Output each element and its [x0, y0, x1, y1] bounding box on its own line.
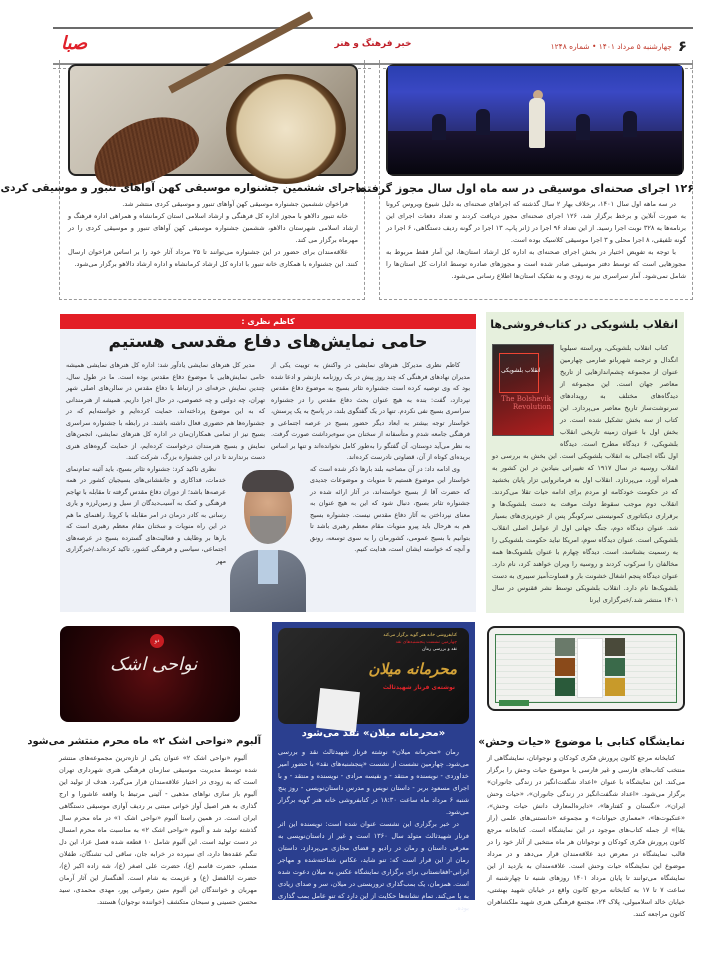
cover-title-fa: انقلاب بلشویکی: [501, 367, 541, 374]
body-navahi: [59, 752, 257, 962]
paragraph: فراخوان ششمین جشنواره موسیقی کهن آواهای تنبور و موسیقی کردی منتشر شد.: [122, 200, 348, 208]
paragraph: آلبوم «نواحی اشک ۲» عنوان یکی از تازه‌ترین مجموعه‌های منتشر شده توسط مدیریت موسیقی سازمان فرهنگی هنری شهرداری تهران است که به زودی در اختیار علاقه‌مندان قرار می‌گیرد. هدف از تولید این آلبوم باز سازی نواهای مذهبی - آئینی مرتبط با واقعه عاشورا و ارج گذاری به هنر اصیل آواز خوانی مبتنی بر ردیف آوازی موسیقی دستگاهی ایران است. در همین راستا آلبوم «نواحی اشک ۱» در ماه محرم سال گذشته تولید شد و آلبوم «نواحی اشک ۲» به مناسبت ماه محرم امسال در دست تولید است. این آلبوم شامل ۱۰ قطعه شده فصل عزا، این دل تنگم عقده‌ها دارد، ای سپرده در خرابه جان، ساقی لب تشنگان، طفلان مسلم، حضرت قاسم (ع)، حضرت علی اصغر (ع)، شه زاده اکبر (ع)، حضرت ابالفضل (ع) و عزیمت به شام است. آهنگساز این آثار آرمان مهربان و خوانندگان این آلبوم متین رضوانی پور، مهدی محمدی، سید محسن حسینی و سبحان متکشف (خواننده نوجوان) هستند.: [59, 754, 257, 906]
paragraph: کتاب انقلاب بلشویکی، ویراسته سیلویا انگدال و ترجمه شهربانو صارمی چهارمین عنوان از مجموعه چشم‌اندازهایی از تاریخ معاصر جهان است. این مجموعه از دیدگاه‌های مختلف به رویدادهای سرنوشت‌ساز تاریخ معاصر می‌پردازد. این کتاب از سه بخش تشکیل شده است. در بخش اول با عنوان زمینه تاریخی انقلاب بلشویکی، ۶ دیدگاه مطرح است. دیدگاه اول نگاه اجمالی به انقلاب بلشویکی است. این بخش به بررسی دو انقلاب روسیه در سال ۱۹۱۷ که تغییراتی بنیادین در این کشور به همراه آورد، می‌پردازد. انقلاب اول به فرمانروایی تزار پایان بخشید که در حکومت خودکامه او مردم برای ادامه حیات تقلا می‌کردند. انقلاب دوم موجب سقوط دولت موقت به دست بلشویک‌ها و برقراری دیکتاتوری کمونیستی سرکوبگر پس از خونریزی‌های بسیار شد. عنوان دیدگاه دوم، جنگ جهانی اول از عوامل اصلی انقلاب بلشویکی است. عنوان دیدگاه سوم، امریکا نباید حکومت بلشویکی را به رسمیت بشناسد، است. دیدگاه چهارم با عنوان بلشویک‌ها همه مخالفان را سرکوب کردند و روسیه را ویران خواهند کرد، نام دارد. عنوان دیدگاه پنجم اشغال خشونت بار و قساوت‌آمیز سیبری به دست بلشویک‌ها نام دارد. انقلاب بلشویکی توسط نشر ققنوس در سال ۱۴۰۱ منتشر شد./خبرگزاری ایرنا: [492, 344, 678, 604]
book-tile: [605, 658, 625, 676]
poster-badge: دو: [150, 634, 164, 648]
paragraph: مدیر کل هنرهای نمایشی یادآور شد: اداره کل هنرهای نمایشی همیشه حامی نمایش‌هایی با موضوع دفاع مقدس بوده است. ما در طول سال، چندین نمایش حرفه‌ای در ارتباط با دفاع مقدس در سالن‌های اصلی شهر تهران، چه دولتی و چه خصوصی، در حال اجرا داریم. همیشه از هنرمندانی که به این موضوع پرداخته‌اند، حمایت کرده‌ایم و خواسته‌ایم که در جشنواره‌ها هم حضوری فعال داشته باشند. در رابطه با جشنواره سراسری بسیج نیز از تمامی همکاران‌مان در اداره کل هنرهای نمایشی، انجمن‌های نمایش و بسیج هنرمندان درخواست کرده‌ایم، از حمایت گروه‌های هنری دست برندارند تا در این جشنواره بزرگ، شرکت کنند.: [66, 361, 265, 461]
paragraph: کتابخانه مرجع کانون پرورش فکری کودکان و نوجوانان، نمایشگاهی از منتخب کتاب‌های فارسی و غیر فارسی با موضوع حیات وحش را برگزار می‌کند. این نمایشگاه با عنوان «اعداد شگفت‌انگیز در زندگی جانوران» برگزار می‌شود. «اعداد شگفت‌انگیز در زندگی جانوران»، «حیات وحش ایران»، «نگستان و کفتارها»، «دایره‌المعارف دانش حیات وحش»، «عنکبوت‌ها»، «معماری حیوانات» و مجموعه «دانستنی‌های علمی (راز بقا)» از جمله کتاب‌های موجود در این نمایشگاه است. کتابخانه مرجع کانون پرورش فکری کودکان و نوجوانان هر ماه منتخبی از آثار خود را در قالب نمایشگاه در معرض دید علاقه‌مندان قرار می‌دهد و در مرداد موضوع این نمایشگاه حیات وحش است. علاقه‌مندان به بازدید از این نمایشگاه می‌توانند تا پایان مرداد ۱۴۰۱ روزهای شنبه تا چهارشنبه از ساعت ۷ تا ۱۷ به کتابخانه مرجع کانون واقع در خیابان شهید بهشتی، خیابان خالد اسلامبولی، پلاک ۲۴، مجتمع فرهنگی هنری شهید ملکشاهران کانون مراجعه کنند.: [487, 754, 685, 918]
concert-photo: [386, 64, 684, 176]
mahramaneh-poster: [278, 628, 469, 724]
poster-title: محرمانه میلان: [368, 660, 457, 678]
paragraph: کاظم نظری مدیرکل هنرهای نمایشی در واکنش به توییت یکی از مدیران نهادهای فرهنگی که چند روز پیش در یک روزنامه بازنشر و ادعا شده بود که وی توصیه کرده است جشنواره تئاتر بسیج به موضوع دفاع مقدس نپردازد، گفت: بنده به هیچ عنوان بحث دفاع مقدس را در جشنواره سراسری بسیج نفی نکردم. تنها در یک گفتگوی بلند، در پاسخ به یک پرسش، خواستار توجه بیشتر به ابعاد دیگر حضور بسیج در عرصه اجتماعی و فرهنگی جامعه شدم و متأسفانه از سخنان من سوءبرداشت صورت گرفت. به نظر می‌آید دوستان، آن گفتگو را به‌طور کامل نخوانده‌اند و تنها بر اساس بریده‌ای کوتاه از آن، قضاوتی نادرست کرده‌اند.: [271, 361, 470, 461]
shirt: [258, 550, 278, 584]
body-tanbur: [68, 198, 358, 298]
kanoon-logo: [499, 700, 529, 706]
kicker-band: کاظم نظری :: [60, 314, 476, 329]
body-mahramaneh: [278, 746, 470, 912]
frame-drum: [226, 74, 346, 184]
section-title: خبر فرهنگ و هنر: [334, 39, 412, 49]
hair: [242, 470, 294, 492]
poster-author: نوشته‌ی فرناز شهیدثالث: [382, 684, 455, 691]
book-tile: [605, 678, 625, 696]
instrument-photo: [68, 64, 358, 176]
book-tile: [555, 638, 575, 656]
headline-bolshevik: انقلاب بلشویکی در کتاب‌فروشی‌ها: [490, 318, 678, 331]
issue-date: چهارشنبه ۵ مرداد ۱۴۰۱ • شماره ۱۲۴۸: [550, 41, 672, 51]
article-mahramaneh: [272, 622, 475, 912]
book-tile: [605, 638, 625, 656]
paragraph: وی ادامه داد: در آن مصاحبه بلند بارها ذکر شده است که خواستار این موضوع هستیم تا منویات و موضوعات جدیدی که حضرت آقا از بسیج خواسته‌اند، در آثار ارائه شده در جشنواره تئاتر بسیج، دنبال شود که این به هیچ عنوان به معنای نپرداختن به آثار دفاع مقدس نیست. جشنواره بسیج هم به هرحال باید پیرو منویات مقام معظم رهبری باشد تا بتوانیم با بسیج عمومی، کشورمان را به سوی توسعه، رونق و آنچه که خواسته ایشان است، هدایت کنیم.: [310, 464, 470, 553]
paragraph: رمان «محرمانه میلان» نوشته فرناز شهیدثالث نقد و بررسی می‌شود. چهارمین نشست از نشست «پنجشنبه‌های نقد» با حضور امیر خداوردی - نویسنده و منتقد - و نفیسه مرادی - نویسنده و منتقد - و با اجرای مسعود بربر - داستان نویس و مدرس داستان‌نویسی - روز پنج شنبه ۶ مرداد ماه ساعت ۱۸:۳۰ در کتابفروشی خانه هنر گویه برگزار می‌شود.: [278, 748, 470, 816]
body-exhibit: [487, 752, 685, 962]
headline-kazem: حامی نمایش‌های دفاع مقدسی هستیم: [108, 332, 428, 352]
exhibit-photo: [487, 626, 685, 711]
cover-float: [492, 342, 560, 440]
book-tile: [555, 658, 575, 676]
paragraph: علاقه‌مندان برای حضور در این جشنواره می‌توانند تا ۲۵ مرداد آثار خود را بر اساس فراخوان ارسال کنند. این جشنواره با همکاری خانه تنبور با اداره کل ارشاد کرمانشاه و اداره ارشاد دالاهو برگزار می‌شود.: [68, 248, 358, 268]
musician-figure: [623, 111, 637, 137]
navahi-poster: [60, 626, 240, 722]
book-tile: [555, 678, 575, 696]
newspaper-logo: صبا: [61, 33, 88, 54]
paragraph: خانه تنبور دالاهو با مجوز اداره کل فرهنگی و ارشاد اسلامی استان کرمانشاه و همراهی اداره فرهنگ و ارشاد اسلامی شهرستان دالاهو، ششمین جشنواره موسیقی کهن آواهای تنبور و موسیقی کردی را در مهرماه برگزار می کند.: [68, 212, 358, 244]
singer-figure: [529, 98, 545, 148]
book-card: [316, 688, 360, 732]
float-spacer: [265, 360, 266, 464]
poster-line3: نقد و بررسی رمان: [421, 647, 457, 652]
musician-figure: [432, 114, 446, 140]
headline-concerts: ۱۲۶ اجرای صحنه‌ای موسیقی در سه ماه اول سال مجوز گرفتند: [356, 182, 694, 195]
article-tanbur: [0, 60, 366, 300]
poster-line2: چهارمین نشست پنجشنبه‌های نقد: [395, 640, 457, 645]
body-concerts: [386, 198, 686, 298]
paragraph: در سه ماهه اول سال ۱۴۰۱، برخلاف بهار ۲ سال گذشته که اجراهای صحنه‌ای به دلیل شیوع ویروس کرونا به صورت آنلاین و برخط برگزار شد، ۱۲۶ اجرای صحنه‌ای مجوز دریافت کردند و تعداد دفعات اجرای این برنامه‌ها به ۳۲۸ نوبت اجرا رسید. از این تعداد ۹۶ اجرا در ژانر پاپ، ۱۳ اجرا در گونه ردیف دستگاهی، ۶ اجرا در گونه تلفیقی، ۸ اجرا محلی و ۳ اجرا موسیقی کلاسیک بوده است.: [386, 200, 686, 244]
poster-title: نواحی اشک: [110, 654, 198, 675]
article-kazem: [60, 314, 476, 612]
paragraph: با توجه به تفویض اختیار در بخش اجرای صحنه‌ای به اداره کل ارشاد استان‌ها، این آمار فقط مربوط به مجوزهایی است که توسط دفتر موسیقی صادر شده است و مجوزهای صادره توسط ادارات کل استان‌ها را شامل نمی‌شود. آمار سراسری نیز به زودی و به تفکیک استان‌ها اطلاع رسانی می‌شود.: [386, 248, 686, 280]
body-bolshevik: [492, 342, 678, 610]
musician-figure: [476, 109, 490, 135]
portrait-photo: [230, 464, 306, 612]
headline-navahi: آلبوم «نواحی اشک ۲» ماه محرم منتشر می‌شود: [27, 736, 261, 747]
page-number: ۶: [677, 37, 687, 55]
cover-title-en: The Bolshevik Revolution: [501, 395, 551, 411]
paragraph: در خبر برگزاری این نشست عنوان شده است: نویسنده این اثر فرناز شهیدثالث متولد سال ۱۳۶۰ است و غیر از داستان‌نویسی به معرفی داستان و رمان در رادیو و فضای مجازی می‌پردازد. داستان رمان از این قرار است که: تنو شاید، عکاس شناخته‌شده و مهاجر ایرانی-افغانستانی برای برگزاری نمایشگاه عکس به میلان دعوت شده است. همزمان، یک بمب‌گذاری تروریستی در میلان، سر و صدای زیادی به پا می‌کند. تمام نشانه‌ها حکایت از این دارد که تنو عامل بمب گذاری بوده.: [278, 820, 469, 912]
musician-figure: [576, 114, 590, 140]
beard: [250, 516, 286, 544]
poster-center: [577, 638, 603, 698]
headline-mahramaneh: «محرمانه میلان» نقد می‌شود: [301, 728, 446, 739]
article-concerts: [356, 60, 694, 300]
poster-line1: کتابفروشی خانه هنر گویه برگزار می‌کند: [383, 633, 457, 638]
paragraph: نظری تاکید کرد: جشنواره تئاتر بسیج، باید آئینه تمام‌نمای خدمات، فداکاری و جانفشانی‌های بسیجیان کشور در همه عرصه‌ها باشد؛ از دوران دفاع مقدس گرفته تا مقابله با تهاجم فرهنگی و کمک به آسیب‌دیدگان از سیل و زمین‌لرزه و یاری رسانی به کادر درمان در امر مقابله با کرونا. راهنمای ما هم در این راه منویات و سخنان مقام معظم رهبری است که بارها بر وظایف و فعالیت‌های گسترده بسیج در عرصه‌های اجتماعی، سیاسی و فرهنگی کشور، تاکید کرده‌اند./خبرگزاری مهر: [66, 464, 226, 565]
article-bolshevik: [486, 312, 684, 613]
headline-exhibit: نمایشگاه کتابی با موضوع «حیات وحش»: [478, 736, 685, 748]
header-date-block: [551, 37, 687, 55]
headline-tanbur: ماجرای ششمین جشنواره موسیقی کهن آواهای تنبور و موسیقی کردی: [0, 182, 366, 194]
